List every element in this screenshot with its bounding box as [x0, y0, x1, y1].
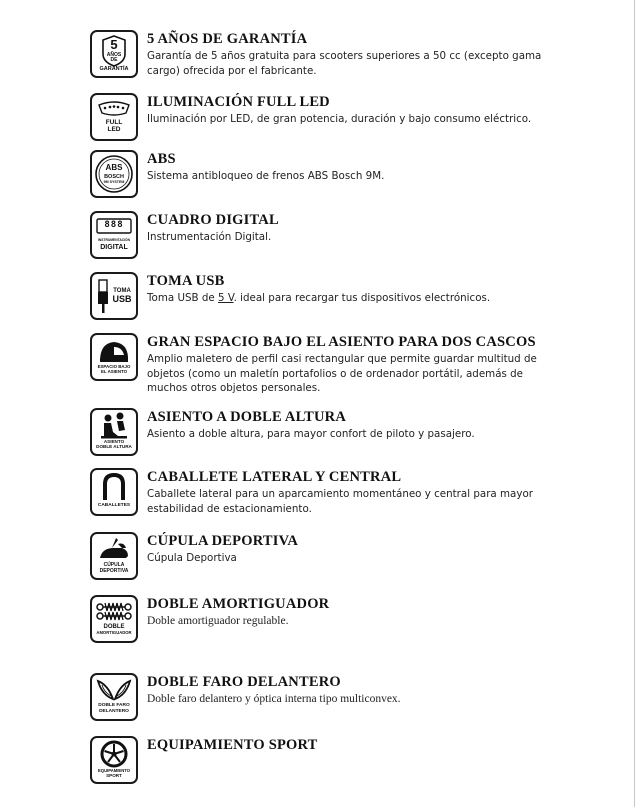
feature-title: TOMA USB: [147, 273, 225, 289]
feature-description: Iluminación por LED, de gran potencia, duración y bajo consumo eléctrico.: [147, 113, 532, 125]
sport-equipment-wheel-icon: EQUIPAMIENTO SPORT: [90, 736, 138, 784]
double-height-seat-icon: ASIENTO DOBLE ALTURA: [90, 408, 138, 456]
abs-brake-icon: ABS BOSCH 9M SYSTEM: [90, 150, 138, 198]
feature-description: Instrumentación Digital.: [147, 231, 272, 243]
feature-title: ILUMINACIÓN FULL LED: [147, 94, 330, 110]
feature-description: Amplio maletero de perfil casi rectangular que permite guardar multitud de objetos (como un maletín portafolios o de ordenador portátil, además de muchos otros objetos personales.: [147, 353, 537, 394]
full-led-lighting-icon: FULL LED: [90, 93, 138, 141]
warranty-5-years-icon: 5 AÑOS DE GARANTÍA: [90, 30, 138, 78]
feature-description: Cúpula Deportiva: [147, 552, 237, 564]
usb-plug-icon: TOMA USB: [90, 272, 138, 320]
feature-title: CÚPULA DEPORTIVA: [147, 533, 299, 549]
feature-title: 5 AÑOS DE GARANTÍA: [147, 31, 308, 47]
feature-description: Toma USB de 5 V. ideal para recargar tus dispositivos electrónicos.: [147, 292, 491, 304]
kickstand-icon: CABALLETES: [90, 468, 138, 516]
page-right-border: [634, 0, 635, 807]
feature-title: GRAN ESPACIO BAJO EL ASIENTO PARA DOS CASCOS: [147, 334, 536, 350]
digital-dashboard-icon: 888 INSTRUMENTACIÓN DIGITAL: [90, 211, 138, 259]
double-headlight-icon: DOBLE FARO DELANTERO: [90, 673, 138, 721]
double-shock-absorber-icon: DOBLE AMORTIGUADOR: [90, 595, 138, 643]
feature-title: CABALLETE LATERAL Y CENTRAL: [147, 469, 402, 485]
feature-title: ABS: [147, 151, 176, 167]
sport-windscreen-icon: CÚPULA DEPORTIVA: [90, 532, 138, 580]
feature-title: CUADRO DIGITAL: [147, 212, 279, 228]
feature-description: Garantía de 5 años gratuita para scooters superiores a 50 cc (excepto gama cargo) ofrecida por el fabricante.: [147, 50, 542, 77]
feature-title: ASIENTO A DOBLE ALTURA: [147, 409, 347, 425]
feature-description: Asiento a doble altura, para mayor confort de piloto y pasajero.: [147, 428, 475, 440]
feature-description: Doble faro delantero y óptica interna tipo multiconvex.: [147, 693, 401, 705]
feature-title: EQUIPAMIENTO SPORT: [147, 737, 318, 753]
feature-description: Caballete lateral para un aparcamiento momentáneo y central para mayor estabilidad de estacionamiento.: [147, 488, 533, 515]
feature-title: DOBLE FARO DELANTERO: [147, 674, 341, 690]
feature-title: DOBLE AMORTIGUADOR: [147, 596, 330, 612]
helmet-storage-icon: ESPACIO BAJO EL ASIENTO: [90, 333, 138, 381]
feature-description: Doble amortiguador regulable.: [147, 615, 289, 627]
feature-description: Sistema antibloqueo de frenos ABS Bosch 9M.: [147, 170, 385, 182]
